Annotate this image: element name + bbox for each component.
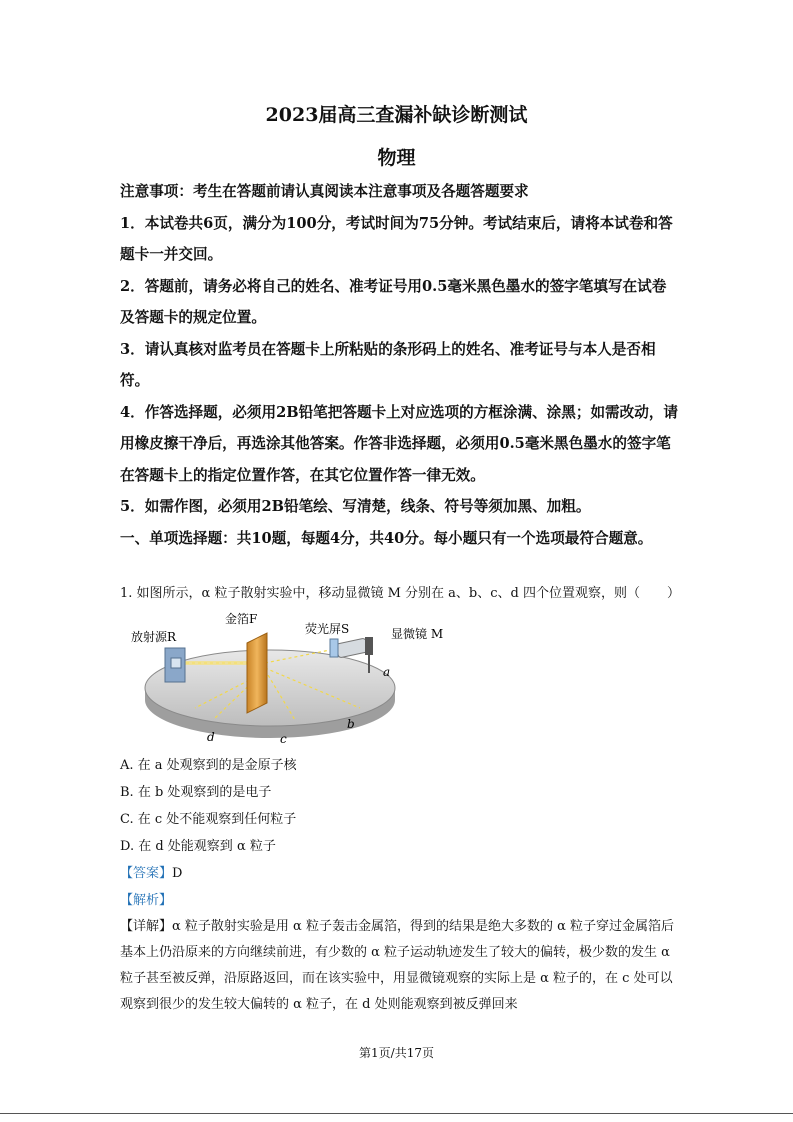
detail-paragraph [120,914,680,1018]
question-1-stem-close: ） [666,586,680,601]
scattering-figure [125,608,455,748]
answer-line [120,860,680,887]
subject-title: 物理 [377,147,416,169]
section-heading: 一、单项选择题：共10题，每题4分，共40分。每小题只有一个选项最符合题意。 [120,529,653,547]
label-screen: 荧光屏S [305,622,350,636]
fluorescent-screen [330,639,338,657]
label-c: c [280,732,287,746]
page-footer: 第1页/共17页 [359,1046,434,1060]
label-foil: 金箔F [225,612,258,626]
label-b: b [347,717,355,731]
notice-item-2: 2．答题前，请务必将自己的姓名、准考证号用0.5毫米黑色墨水的签字笔填写在试卷及答题卡的规定位置。 [120,277,667,326]
question-1-options [120,752,680,914]
question-1-stem [120,580,680,607]
bottom-divider [0,1113,793,1114]
notice-item-4: 4．作答选择题，必须用2B铅笔把答题卡上对应选项的方框涂满、涂黑；如需改动，请用橡皮擦干净后，再选涂其他答案。作答非选择题，必须用0.5毫米黑色墨水的签字笔在答题卡上的指定位置作答，在其它位置作答一律无效。 [120,403,679,484]
label-d: d [207,730,215,744]
label-source: 放射源R [131,630,177,644]
analysis-tag: 【解析】 [120,893,173,908]
notice-item-3: 3．请认真核对监考员在答题卡上所粘贴的条形码上的姓名、准考证号与本人是否相符。 [120,340,656,389]
notice-block [120,176,680,554]
microscope-body [336,638,368,658]
analysis-line [120,887,680,914]
microscope-eyepiece [365,637,373,655]
label-microscope: 显微镜 M [391,627,444,641]
notice-heading: 注意事项：考生在答题前请认真阅读本注意事项及各题答题要求 [120,183,529,200]
answer-value: D [172,866,183,881]
question-1-stem-text: 1. 如图所示，α 粒子散射实验中，移动显微镜 M 分别在 a、b、c、d 四个位置观察，则（ [120,586,640,601]
option-b: B. 在 b 处观察到的是电子 [120,785,272,800]
option-a: A. 在 a 处观察到的是金原子核 [120,758,297,773]
option-d: D. 在 d 处能观察到 α 粒子 [120,839,276,854]
option-c: C. 在 c 处不能观察到任何粒子 [120,812,297,827]
detail-block [120,914,680,1018]
exam-title: 2023届高三查漏补缺诊断测试 [265,104,528,126]
answer-tag: 【答案】 [120,866,173,881]
detail-text: α 粒子散射实验是用 α 粒子轰击金属箔，得到的结果是绝大多数的 α 粒子穿过金属箔后基本上仍沿原来的方向继续前进，有少数的 α 粒子运动轨迹发生了较大的偏转，极少数的发生 α 粒子甚至被反弹，沿原路返回，而在该实验中，用显微镜观察的实际上是 α 粒子的，在 c 处可以观察到很少的发生较大偏转的 α 粒子，在 d 处则能观察到被反弹回来 [120,919,675,1012]
label-a: a [383,665,391,679]
gold-foil [247,633,267,713]
notice-item-5: 5．如需作图，必须用2B铅笔绘、写清楚，线条、符号等须加黑、加粗。 [120,498,591,515]
question-1 [120,580,680,607]
detail-tag: 【详解】 [120,919,173,934]
notice-item-1: 1．本试卷共6页，满分为100分，考试时间为75分钟。考试结束后，请将本试卷和答题卡一并交回。 [120,214,673,263]
